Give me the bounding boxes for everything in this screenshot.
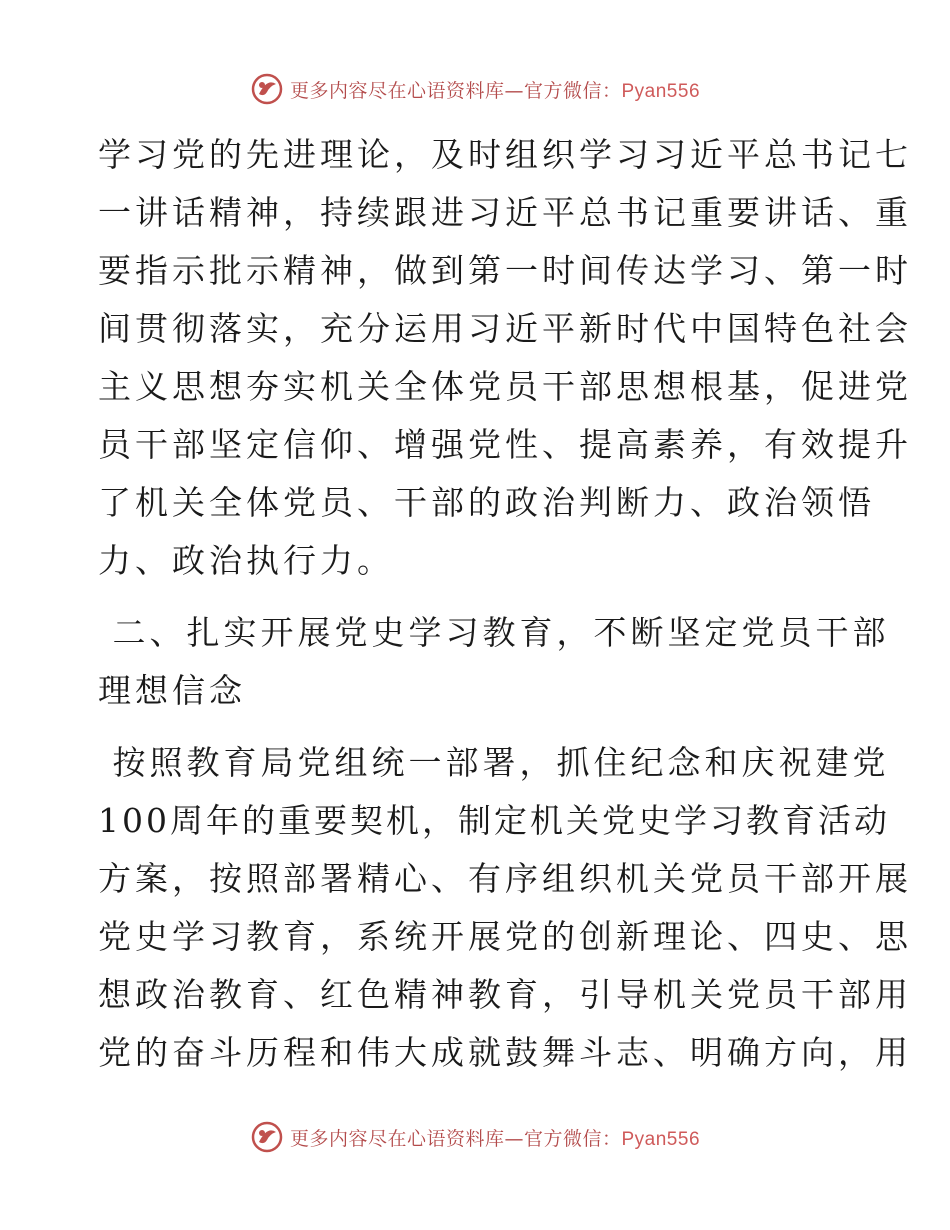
text-line: 学习党的先进理论，及时组织学习习近平总书记七	[98, 135, 912, 174]
logo-icon	[250, 1120, 284, 1154]
text-line: 想政治教育、红色精神教育，引导机关党员干部用	[98, 975, 912, 1014]
text-line: 一讲话精神，持续跟进习近平总书记重要讲话、重	[98, 193, 912, 232]
text-line: 间贯彻落实，充分运用习近平新时代中国特色社会	[98, 309, 912, 348]
paragraph-1	[98, 126, 912, 590]
document-body	[98, 126, 912, 1082]
watermark-label: 更多内容尽在心语资料库—官方微信：	[289, 1127, 622, 1150]
text-line: 方案，按照部署精心、有序组织机关党员干部开展	[98, 859, 912, 898]
footer-watermark	[0, 1120, 950, 1160]
header-watermark	[0, 72, 950, 112]
heading-line: 理想信念	[98, 671, 246, 710]
text-line: 力、政治执行力。	[98, 541, 394, 580]
text-line: 了机关全体党员、干部的政治判断力、政治领悟	[98, 483, 875, 522]
section-heading	[98, 604, 890, 720]
watermark-text	[290, 1124, 700, 1151]
text-line: 要指示批示精神，做到第一时间传达学习、第一时	[98, 251, 912, 290]
text-line: 100周年的重要契机，制定机关党史学习教育活动	[98, 801, 890, 840]
watermark-text	[290, 76, 700, 103]
watermark-handle: Pyan556	[621, 1128, 701, 1150]
watermark-label: 更多内容尽在心语资料库—官方微信：	[289, 79, 622, 102]
text-line: 党史学习教育，系统开展党的创新理论、四史、思	[98, 917, 912, 956]
text-line: 党的奋斗历程和伟大成就鼓舞斗志、明确方向，用	[98, 1033, 912, 1072]
paragraph-2	[98, 734, 912, 1082]
text-line: 主义思想夯实机关全体党员干部思想根基，促进党	[98, 367, 912, 406]
watermark-handle: Pyan556	[621, 80, 701, 102]
text-line: 按照教育局党组统一部署，抓住纪念和庆祝建党	[98, 743, 890, 782]
heading-line: 二、扎实开展党史学习教育，不断坚定党员干部	[98, 613, 890, 652]
logo-icon	[250, 72, 284, 106]
text-line: 员干部坚定信仰、增强党性、提高素养，有效提升	[98, 425, 912, 464]
